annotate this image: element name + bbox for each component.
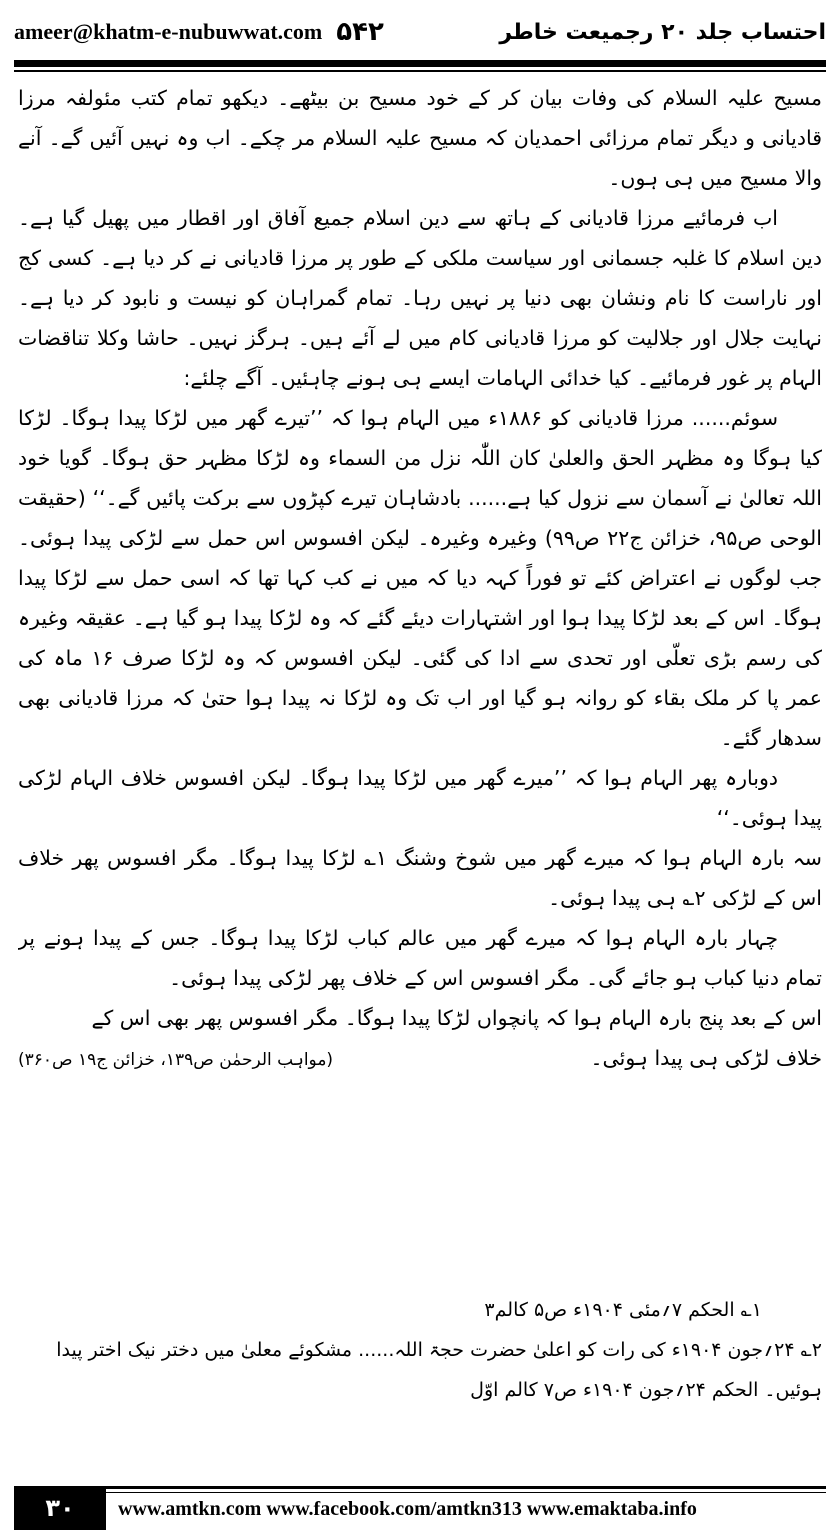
paragraph: دوبارہ پھر الہام ہوا کہ ’’میرے گھر میں لڑکا پیدا ہوگا۔ لیکن افسوس خلاف الہام لڑکی پیدا ہوئی۔‘‘ — [18, 766, 822, 830]
footer-rule — [14, 1486, 826, 1489]
paragraph: سہ بارہ الہام ہوا کہ میرے گھر میں شوخ وشنگ ۱؎ لڑکا پیدا ہوگا۔ مگر افسوس پھر خلاف اس کے لڑکی ۲؎ ہی پیدا ہوئی۔ — [18, 846, 822, 910]
paragraph: اس کے بعد پنج بارہ الہام ہوا کہ پانچواں لڑکا پیدا ہوگا۔ مگر افسوس پھر بھی اس کے — [91, 1006, 822, 1030]
footnote: ۲؎ ۲۴؍جون ۱۹۰۴ء کی رات کو اعلیٰ حضرت حجۃ اللہ...... مشکوئے معلیٰ میں دختر نیک اختر پیدا ہوئیں۔ الحکم ۲۴؍جون ۱۹۰۴ء ص۷ کالم اوّل — [56, 1339, 822, 1401]
header-rule-thin — [14, 70, 826, 72]
header-left — [14, 17, 384, 47]
paragraph: سوئم...... مرزا قادیانی کو ۱۸۸۶ء میں الہام ہوا کہ ’’تیرے گھر میں لڑکا پیدا ہوگا۔ لڑکا کیا ہوگا وہ مظہر الحق والعلیٰ کان اللّٰہ نزل من السماء وہ لڑکا مظہر حق ہوگا۔ گویا خود اللہ تعالیٰ نے آسمان سے نزول کیا ہے...... بادشاہان تیرے کپڑوں سے برکت پائیں گے۔‘‘ (حقیقت الوحی ص۹۵، خزائن ج۲۲ ص۹۹) وغیرہ وغیرہ۔ لیکن افسوس اس حمل سے لڑکی پیدا ہوئی۔ جب لوگوں نے اعتراض کئے تو فوراً کہہ دیا کہ میں نے کب کہا تھا کہ اسی حمل سے لڑکا پیدا ہوگا۔ اس کے بعد لڑکا پیدا ہوا اور اشتہارات دیئے گئے کہ وہ لڑکا پیدا ہو گیا ہے۔ عقیقہ وغیرہ کی رسم بڑی تعلّی اور تحدی سے ادا کی گئی۔ لیکن افسوس کہ وہ لڑکا صرف ۱۶ ماہ کی عمر پا کر ملک بقاء کو روانہ ہو گیا اور اب تک وہ لڑکا نہ پیدا ہوا حتیٰ کہ مرزا قادیانی بھی سدھار گئے۔ — [18, 406, 822, 750]
footnotes — [18, 1290, 822, 1470]
header-email[interactable]: ameer@khatm-e-nubuwwat.com — [14, 19, 323, 44]
page-footer — [14, 1486, 826, 1530]
footer-rule-thin — [14, 1492, 826, 1493]
paragraph: اب فرمائیے مرزا قادیانی کے ہاتھ سے دین اسلام جمیع آفاق اور اقطار میں پھیل گیا ہے۔ دین اسلام کا غلبہ جسمانی اور سیاست ملکی کے طور پر مرزا قادیانی نے کر دیا ہے۔ کسی کج اور ناراست کا نام ونشان بھی دنیا پر نہیں رہا۔ تمام گمراہان کو نیست و نابود کر دیا ہے۔ نہایت جلال اور جلالیت کو مرزا قادیانی کام میں لے آئے ہیں۔ ہرگز نہیں۔ حاشا وکلا تناقضات الہام پر غور فرمائیے۔ کیا خدائی الہامات ایسے ہی ہونے چاہئیں۔ آگے چلئے: — [18, 206, 822, 390]
header-rule-thick — [14, 60, 826, 67]
page-header — [14, 10, 826, 54]
book-title: احتساب جلد ۲۰ رجمیعت خاطر — [499, 19, 826, 45]
citation-reference: (مواہب الرحمٰن ص۱۳۹، خزائن ج۱۹ ص۳۶۰) — [18, 1050, 334, 1070]
main-text — [18, 78, 822, 1288]
citation-text: خلاف لڑکی ہی پیدا ہوئی۔ — [590, 1046, 822, 1070]
footer-websites[interactable]: www.amtkn.com www.facebook.com/amtkn313 www.emaktaba.info — [118, 1498, 697, 1520]
paragraph: مسیح علیہ السلام کی وفات بیان کر کے خود مسیح بن بیٹھے۔ دیکھو تمام کتب مئولفہ مرزا قادیانی و دیگر تمام مرزائی احمدیان کہ مسیح علیہ السلام مر چکے۔ اب وہ نہیں آئیں گے۔ آنے والا مسیح میں ہی ہوں۔ — [18, 86, 822, 190]
footnote: ۱؎ الحکم ۷؍مئی ۱۹۰۴ء ص۵ کالم۳ — [484, 1299, 762, 1321]
header-page-number: ۵۴۲ — [336, 17, 384, 47]
citation-line — [18, 1038, 822, 1080]
footer-page-number: ۳۰ — [14, 1486, 106, 1530]
paragraph: چہار بارہ الہام ہوا کہ میرے گھر میں عالم کباب لڑکا پیدا ہوگا۔ جس کے پیدا ہونے پر تمام دنیا کباب ہو جائے گی۔ مگر افسوس اس کے خلاف پھر لڑکی پیدا ہوئی۔ — [18, 926, 822, 990]
